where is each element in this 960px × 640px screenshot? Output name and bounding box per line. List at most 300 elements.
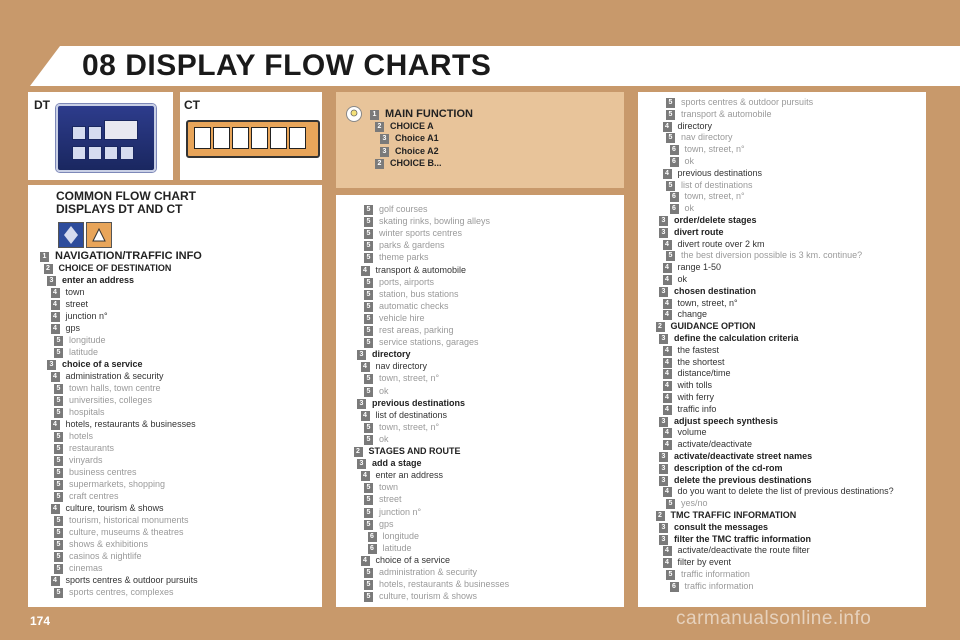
level-badge: 5 <box>54 468 63 478</box>
level-badge: 5 <box>364 217 373 227</box>
flow-item <box>51 310 108 322</box>
flow-item <box>670 143 745 155</box>
flow-item-label: sports centres & outdoor pursuits <box>681 97 814 107</box>
level-badge: 3 <box>357 350 366 360</box>
level-badge: 5 <box>666 110 675 120</box>
level-badge: 5 <box>364 387 373 397</box>
flow-item <box>663 438 753 450</box>
flow-item-label: transport & automobile <box>681 108 772 119</box>
flow-item <box>364 312 425 324</box>
flow-item-label: add a stage <box>372 458 422 469</box>
level-badge: 4 <box>663 346 672 356</box>
level-badge: 3 <box>357 459 366 469</box>
flow-item-label: vehicle hire <box>379 312 425 323</box>
flow-item <box>364 288 459 300</box>
flow-item-label: enter an address <box>375 470 444 481</box>
flow-item-label: street <box>379 494 402 505</box>
level-badge: 5 <box>364 338 373 348</box>
flow-item <box>666 108 772 120</box>
flow-item-label: sports centres, complexes <box>69 587 174 597</box>
flow-item-label: gps <box>379 518 394 529</box>
flow-item-label: traffic information <box>681 569 750 579</box>
flow-item <box>51 322 81 334</box>
flow-item <box>357 457 422 469</box>
flow-item-label: hospitals <box>69 407 105 417</box>
ct-label: CT <box>184 98 200 112</box>
level-badge: 5 <box>364 326 373 336</box>
flow-item-label: ok <box>677 274 688 284</box>
flow-item-label: CHOICE OF DESTINATION <box>58 263 172 273</box>
screen-tile-icon <box>72 146 86 160</box>
level-badge: 3 <box>659 523 668 533</box>
level-badge: 2 <box>656 511 665 521</box>
level-badge: 4 <box>361 471 370 481</box>
level-badge: 3 <box>380 134 389 144</box>
flow-item-label: town <box>65 287 85 297</box>
level-badge: 6 <box>670 204 679 214</box>
level-badge: 2 <box>354 447 363 457</box>
level-badge: 3 <box>659 417 668 427</box>
flow-item <box>663 120 713 132</box>
flow-item-label: gps <box>65 323 81 333</box>
flow-item <box>659 533 811 545</box>
flow-item-label: delete the previous destinations <box>674 474 812 485</box>
flow-item <box>361 409 448 421</box>
flow-item-label: transport & automobile <box>375 264 467 275</box>
flow-item <box>54 454 103 466</box>
level-badge: 4 <box>663 122 672 132</box>
flow-item-label: town <box>379 482 399 493</box>
flow-item <box>54 526 184 538</box>
flow-item <box>54 334 106 346</box>
flow-item-label: list of destinations <box>681 179 753 190</box>
level-badge: 5 <box>364 495 373 505</box>
flow-item-label: the fastest <box>677 344 720 355</box>
flow-item <box>659 214 757 226</box>
level-badge: 1 <box>40 252 49 262</box>
level-badge: 5 <box>364 592 373 602</box>
level-badge: 3 <box>357 399 366 409</box>
flow-item <box>370 108 473 120</box>
flow-item <box>357 397 465 409</box>
flow-item-label: define the calculation criteria <box>674 333 799 343</box>
flow-item <box>663 379 713 391</box>
flow-item <box>670 155 695 167</box>
flow-item <box>51 574 198 586</box>
level-badge: 5 <box>54 588 63 598</box>
level-badge: 6 <box>670 582 679 592</box>
level-badge: 5 <box>666 570 675 580</box>
flow-item-label: longitude <box>382 530 420 541</box>
level-badge: 5 <box>54 480 63 490</box>
flow-item <box>364 215 490 227</box>
flow-item <box>361 554 451 566</box>
flow-item <box>659 521 768 533</box>
flow-item-label: business centres <box>69 467 137 477</box>
flow-item <box>663 238 765 250</box>
flow-item-label: golf courses <box>379 204 428 214</box>
flow-item-label: latitude <box>69 347 99 357</box>
level-badge: 4 <box>663 428 672 438</box>
flow-item <box>54 586 174 598</box>
level-badge: 4 <box>663 405 672 415</box>
flow-item <box>51 502 164 514</box>
flow-item <box>54 442 114 454</box>
level-badge: 5 <box>364 278 373 288</box>
flow-item <box>354 445 461 457</box>
flow-item-label: town, street, n° <box>684 144 745 155</box>
flow-item-label: nav directory <box>375 361 428 372</box>
flow-item-label: order/delete stages <box>674 215 757 225</box>
level-badge: 5 <box>364 580 373 590</box>
flow-item-label: the best diversion possible is 3 km. continue? <box>681 250 863 261</box>
ct-tile-icon <box>194 127 211 149</box>
dt-label: DT <box>34 98 50 112</box>
flow-item <box>51 418 196 430</box>
level-badge: 4 <box>663 299 672 309</box>
ct-tile-icon <box>213 127 230 149</box>
flow-item-label: TMC TRAFFIC INFORMATION <box>670 510 797 520</box>
level-badge: 4 <box>51 288 60 298</box>
flow-item-label: GUIDANCE OPTION <box>670 321 756 332</box>
flow-item-label: culture, museums & theatres <box>69 527 184 537</box>
flow-item <box>54 538 148 550</box>
flow-item <box>368 542 412 554</box>
flow-item-label: divert route over 2 km <box>677 238 765 249</box>
flow-item-label: CHOICE B... <box>390 157 442 168</box>
common-heading-line2: DISPLAYS DT AND CT <box>56 202 183 216</box>
flow-item <box>364 493 402 505</box>
level-badge: 4 <box>663 169 672 179</box>
level-badge: 5 <box>54 336 63 346</box>
level-badge: 5 <box>666 98 675 108</box>
level-badge: 5 <box>364 508 373 518</box>
flow-item-label: junction n° <box>65 311 108 321</box>
flow-item <box>663 391 715 403</box>
flow-item <box>364 590 477 602</box>
flow-item <box>659 450 812 462</box>
level-badge: 3 <box>659 476 668 486</box>
level-badge: 5 <box>54 528 63 538</box>
flow-item-label: skating rinks, bowling alleys <box>379 216 491 227</box>
flow-item-label: previous destinations <box>372 397 466 408</box>
flow-item <box>380 132 439 144</box>
flow-item <box>656 320 756 332</box>
level-badge: 6 <box>670 192 679 202</box>
level-badge: 4 <box>51 300 60 310</box>
level-badge: 3 <box>47 276 56 286</box>
flow-item <box>364 433 389 445</box>
flow-item-label: automatic checks <box>379 300 449 311</box>
flow-item-label: previous destinations <box>677 167 763 178</box>
page-title: 08 DISPLAY FLOW CHARTS <box>82 49 492 82</box>
flow-item <box>54 394 152 406</box>
flow-item-label: choice of a service <box>375 554 451 565</box>
flow-item <box>364 324 454 336</box>
level-badge: 6 <box>670 145 679 155</box>
flow-item <box>666 131 733 143</box>
level-badge: 5 <box>364 253 373 263</box>
level-badge: 4 <box>51 420 60 430</box>
flow-item-label: MAIN FUNCTION <box>385 108 473 120</box>
flow-item-label: town halls, town centre <box>69 383 161 393</box>
flow-item <box>364 385 389 397</box>
flow-item-label: craft centres <box>69 491 119 501</box>
flow-item <box>659 332 799 344</box>
level-badge: 5 <box>54 348 63 358</box>
flow-item-label: choice of a service <box>62 359 143 369</box>
flow-item <box>364 300 449 312</box>
level-badge: 5 <box>54 552 63 562</box>
flow-item <box>54 466 137 478</box>
flow-item <box>40 250 202 262</box>
flow-item <box>666 249 862 261</box>
flow-item-label: ok <box>684 156 695 166</box>
flow-item-label: hotels, restaurants & businesses <box>379 579 510 590</box>
flow-item-label: Choice A2 <box>395 145 439 156</box>
level-badge: 2 <box>656 322 665 332</box>
flow-item-label: with ferry <box>677 392 715 402</box>
level-badge: 4 <box>51 312 60 322</box>
screen-tile-icon <box>72 126 86 140</box>
flow-item-label: NAVIGATION/TRAFFIC INFO <box>55 250 202 262</box>
flow-item-label: STAGES AND ROUTE <box>368 446 461 456</box>
flow-item-label: activate/deactivate <box>677 439 753 450</box>
navigation-icon <box>58 222 84 248</box>
flow-item-label: culture, tourism & shows <box>379 591 478 602</box>
flow-item-label: administration & security <box>379 567 478 577</box>
flow-item <box>47 274 134 286</box>
flow-item <box>361 469 444 481</box>
flow-item <box>659 415 778 427</box>
level-badge: 5 <box>364 374 373 384</box>
level-badge: 5 <box>54 456 63 466</box>
flow-item <box>670 190 745 202</box>
ct-screen-illustration <box>186 120 320 158</box>
level-badge: 3 <box>659 228 668 238</box>
level-badge: 4 <box>663 369 672 379</box>
level-badge: 4 <box>663 440 672 450</box>
flow-item <box>659 474 812 486</box>
level-badge: 5 <box>54 516 63 526</box>
flow-item <box>364 566 477 578</box>
flow-item <box>361 264 467 276</box>
watermark-text: carmanualsonline.info <box>676 608 872 629</box>
flow-item <box>375 157 442 169</box>
level-badge: 3 <box>47 360 56 370</box>
flow-item <box>364 372 439 384</box>
level-badge: 3 <box>659 334 668 344</box>
ct-tile-icon <box>251 127 268 149</box>
level-badge: 4 <box>663 546 672 556</box>
flow-item-label: supermarkets, shopping <box>69 479 166 489</box>
flow-item <box>54 382 161 394</box>
flow-item-label: station, bus stations <box>379 288 459 299</box>
level-badge: 4 <box>663 358 672 368</box>
level-badge: 5 <box>54 384 63 394</box>
flow-item-label: winter sports centres <box>379 228 463 239</box>
flow-item <box>54 514 189 526</box>
screen-tile-icon <box>88 146 102 160</box>
flow-item <box>44 262 172 274</box>
level-badge: 3 <box>659 216 668 226</box>
level-badge: 4 <box>361 556 370 566</box>
flow-item-label: town, street, n° <box>379 373 440 384</box>
flow-item-label: ok <box>379 385 389 396</box>
flow-item <box>659 285 756 297</box>
level-badge: 3 <box>659 535 668 545</box>
flow-item <box>51 298 89 310</box>
flow-item <box>54 550 142 562</box>
flow-item <box>364 251 429 263</box>
screen-tile-icon <box>88 126 102 140</box>
level-badge: 5 <box>54 408 63 418</box>
flow-item <box>364 239 445 251</box>
level-badge: 4 <box>51 576 60 586</box>
flow-item-label: adjust speech synthesis <box>674 415 779 426</box>
flow-item-label: range 1-50 <box>677 262 722 273</box>
flow-item <box>364 506 421 518</box>
flow-item <box>663 167 763 179</box>
flow-item-label: ok <box>379 433 389 444</box>
level-badge: 4 <box>361 362 370 372</box>
flow-item <box>54 490 119 502</box>
flow-item <box>364 518 394 530</box>
level-badge: 5 <box>364 302 373 312</box>
flow-item <box>364 336 479 348</box>
level-badge: 2 <box>375 159 384 169</box>
flow-item <box>659 462 783 474</box>
flow-item-label: junction n° <box>379 506 422 517</box>
flow-item-label: hotels <box>69 431 94 441</box>
flow-item <box>663 308 708 320</box>
flow-item-label: culture, tourism & shows <box>65 503 164 513</box>
flow-item-label: directory <box>372 349 411 360</box>
level-badge: 4 <box>51 324 60 334</box>
level-badge: 5 <box>364 435 373 445</box>
flow-item <box>51 370 164 382</box>
flow-item <box>364 227 462 239</box>
level-badge: 3 <box>659 464 668 474</box>
flow-item <box>364 578 509 590</box>
flow-item-label: sports centres & outdoor pursuits <box>65 575 198 585</box>
flow-item-label: theme parks <box>379 252 429 263</box>
flow-item-label: tourism, historical monuments <box>69 515 189 525</box>
level-badge: 5 <box>364 568 373 578</box>
flow-item <box>663 297 738 309</box>
level-badge: 3 <box>659 287 668 297</box>
level-badge: 2 <box>44 264 53 274</box>
level-badge: 4 <box>663 240 672 250</box>
flow-item <box>361 360 428 372</box>
flow-item-label: consult the messages <box>674 521 769 532</box>
level-badge: 4 <box>663 381 672 391</box>
flow-item-label: CHOICE A <box>390 121 434 132</box>
flow-item <box>380 145 439 157</box>
flow-item-label: filter by event <box>677 557 732 568</box>
flow-item <box>663 367 731 379</box>
flow-item <box>666 179 753 191</box>
flow-item <box>364 276 434 288</box>
flow-item <box>54 406 105 418</box>
flow-item <box>54 430 93 442</box>
flow-item-label: filter the TMC traffic information <box>674 533 811 544</box>
screen-tile-icon <box>120 146 134 160</box>
flow-item-label: administration & security <box>65 371 164 381</box>
flow-item-label: with tolls <box>677 380 713 391</box>
ct-tile-icon <box>289 127 306 149</box>
common-heading-line1: COMMON FLOW CHART <box>56 189 196 203</box>
level-badge: 4 <box>663 393 672 403</box>
flow-item-label: traffic information <box>684 580 754 591</box>
flow-item-label: nav directory <box>681 132 733 143</box>
flow-item-label: restaurants <box>69 443 115 453</box>
flow-item-label: universities, colleges <box>69 395 153 405</box>
lightbulb-icon <box>346 106 362 122</box>
flow-item <box>656 509 797 521</box>
flow-item <box>670 580 754 592</box>
ct-tile-icon <box>270 127 287 149</box>
level-badge: 5 <box>666 181 675 191</box>
flow-item <box>357 348 411 360</box>
flow-item <box>364 203 428 215</box>
level-badge: 4 <box>663 487 672 497</box>
flow-item-label: enter an address <box>62 275 135 285</box>
flow-item <box>51 286 85 298</box>
flow-item <box>375 120 434 132</box>
flow-item <box>663 544 810 556</box>
level-badge: 5 <box>666 133 675 143</box>
flow-item-label: ok <box>684 203 695 214</box>
level-badge: 5 <box>54 432 63 442</box>
level-badge: 4 <box>361 266 370 276</box>
level-badge: 1 <box>370 110 379 120</box>
level-badge: 3 <box>659 452 668 462</box>
flow-item <box>666 568 750 580</box>
flow-item-label: casinos & nightlife <box>69 551 142 561</box>
level-badge: 5 <box>666 251 675 261</box>
flow-item <box>364 481 398 493</box>
flow-item-label: longitude <box>69 335 106 345</box>
flow-item-label: cinemas <box>69 563 103 573</box>
flow-item-label: directory <box>677 120 713 131</box>
level-badge: 5 <box>364 241 373 251</box>
flow-item-label: distance/time <box>677 368 731 379</box>
flow-item-label: latitude <box>382 542 412 553</box>
flow-item-label: description of the cd-rom <box>674 462 783 473</box>
traffic-info-icon <box>86 222 112 248</box>
screen-map-thumbnail <box>104 120 138 140</box>
level-badge: 3 <box>380 147 389 157</box>
level-badge: 2 <box>375 122 384 132</box>
flow-item <box>54 478 165 490</box>
flow-item <box>663 261 722 273</box>
flow-item-label: volume <box>677 427 707 438</box>
flow-item <box>663 485 894 497</box>
flow-item-label: traffic info <box>677 403 717 414</box>
page-number: 174 <box>30 614 51 628</box>
flow-item <box>666 497 708 509</box>
flow-item-label: do you want to delete the list of previous destinations? <box>677 486 894 497</box>
flow-item-label: town, street, n° <box>684 191 745 202</box>
flow-item <box>663 356 725 368</box>
flow-item <box>54 346 98 358</box>
flow-item <box>663 403 717 415</box>
level-badge: 5 <box>54 444 63 454</box>
flow-item <box>663 556 732 568</box>
level-badge: 4 <box>663 558 672 568</box>
level-badge: 4 <box>51 504 60 514</box>
